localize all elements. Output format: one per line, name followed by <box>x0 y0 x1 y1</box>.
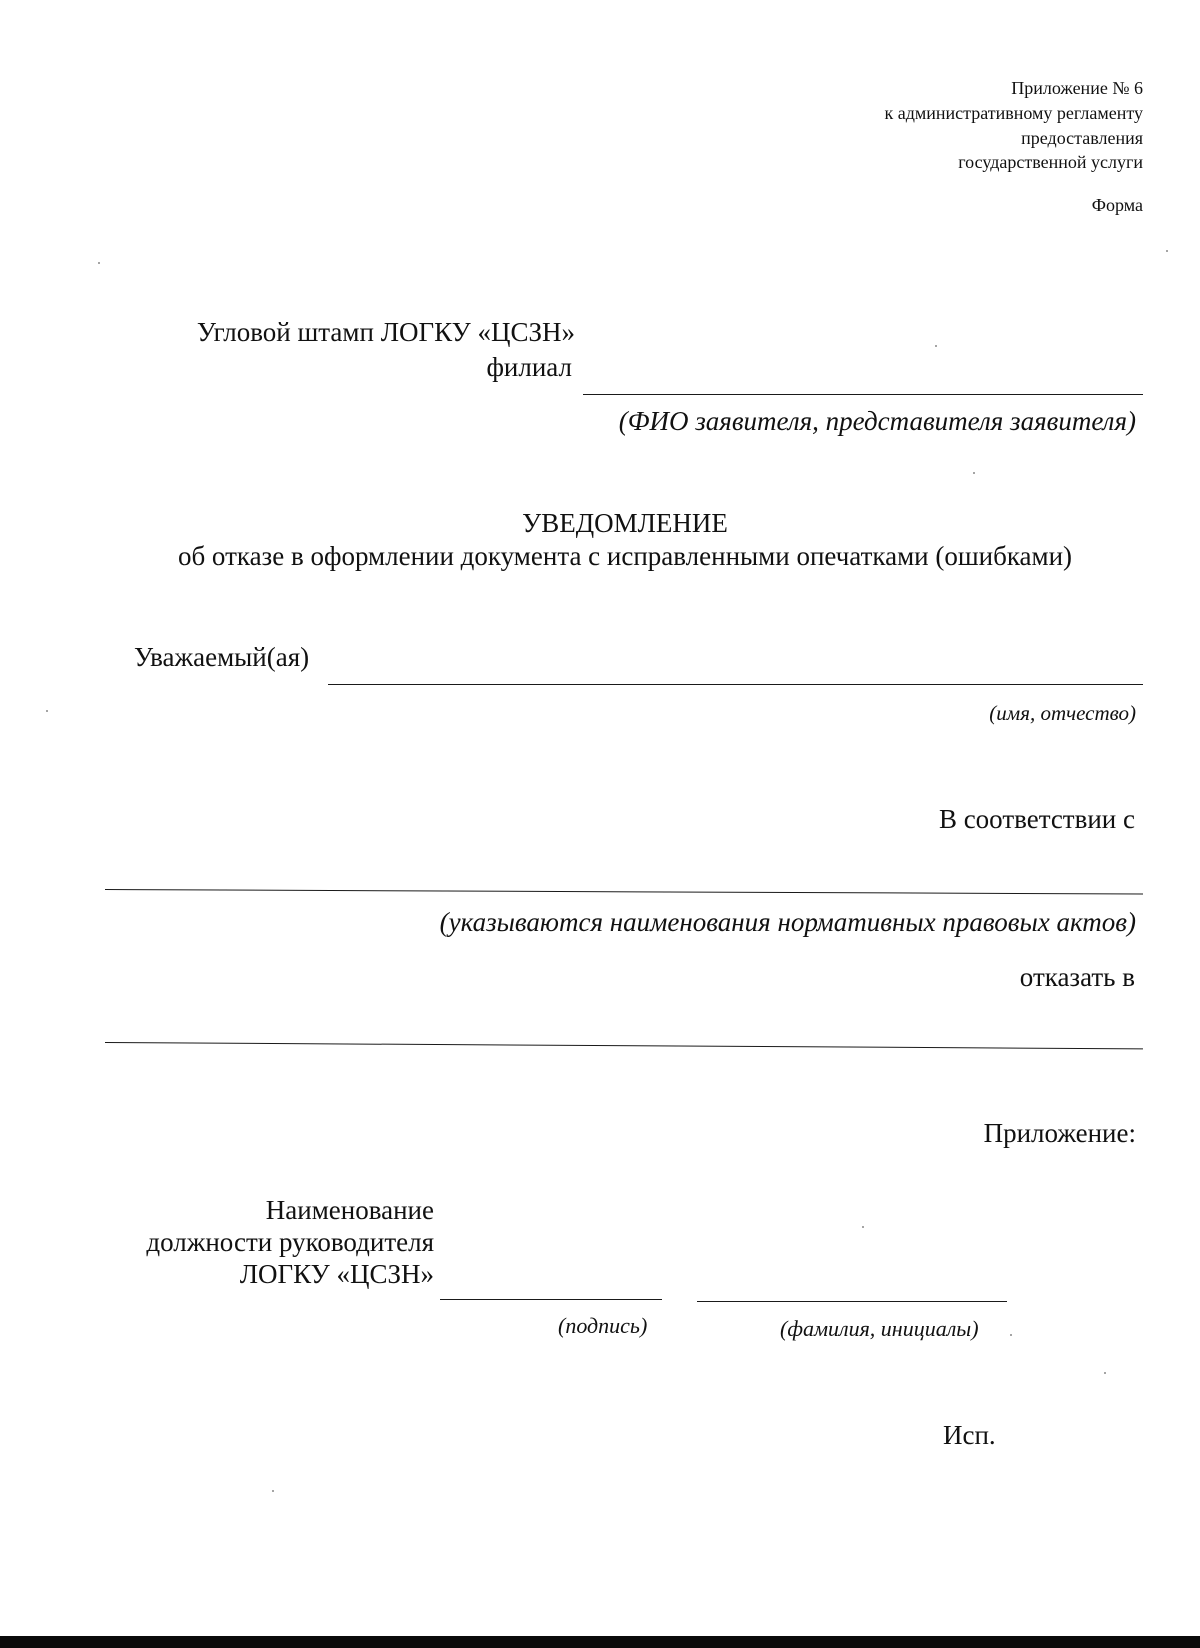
scan-edge-band <box>0 1636 1200 1648</box>
document-subtitle: об отказе в оформлении документа с исправленными опечатками (ошибками) <box>177 541 1073 571</box>
annex-provision-line: предоставления <box>1021 128 1143 148</box>
scan-speck <box>1166 250 1168 252</box>
scan-speck <box>973 472 975 474</box>
executor-label: Исп. <box>943 1420 996 1450</box>
accordance-caption: (указываются наименования нормативных правовых актов) <box>439 907 1136 937</box>
scan-speck <box>272 1490 274 1492</box>
signatory-position-line2: должности руководителя <box>146 1227 434 1257</box>
applicant-name-line <box>583 394 1143 395</box>
scan-speck <box>935 345 937 347</box>
greeting-label: Уважаемый(ая) <box>134 642 310 672</box>
signatory-position-line1: Наименование <box>265 1195 434 1225</box>
scan-speck <box>98 262 100 264</box>
scan-speck <box>862 1226 864 1228</box>
signature-caption: (подпись) <box>558 1313 648 1338</box>
form-label: Форма <box>1091 195 1143 215</box>
attachment-label: Приложение: <box>983 1118 1136 1148</box>
refusal-line <box>105 1042 1143 1049</box>
accordance-line <box>105 889 1143 895</box>
scan-speck <box>1104 1372 1106 1374</box>
applicant-caption: (ФИО заявителя, представителя заявителя) <box>618 406 1136 436</box>
name-initials-line <box>697 1301 1007 1302</box>
document-title: УВЕДОМЛЕНИЕ <box>522 508 728 538</box>
branch-label: филиал <box>486 352 572 382</box>
annex-regulation-line: к административному регламенту <box>884 103 1143 123</box>
annex-service-line: государственной услуги <box>958 152 1143 172</box>
scan-speck <box>1010 1334 1012 1336</box>
stamp-label: Угловой штамп ЛОГКУ «ЦСЗН» <box>196 317 575 347</box>
greeting-caption: (имя, отчество) <box>989 701 1136 725</box>
refusal-label: отказать в <box>1019 962 1135 992</box>
signatory-position-line3: ЛОГКУ «ЦСЗН» <box>239 1259 434 1289</box>
annex-number: Приложение № 6 <box>1011 78 1143 98</box>
name-initials-caption: (фамилия, инициалы) <box>780 1316 979 1341</box>
signature-line <box>440 1299 662 1300</box>
greeting-name-line <box>328 684 1143 685</box>
scan-speck <box>46 710 48 712</box>
accordance-label: В соответствии с <box>938 804 1135 834</box>
